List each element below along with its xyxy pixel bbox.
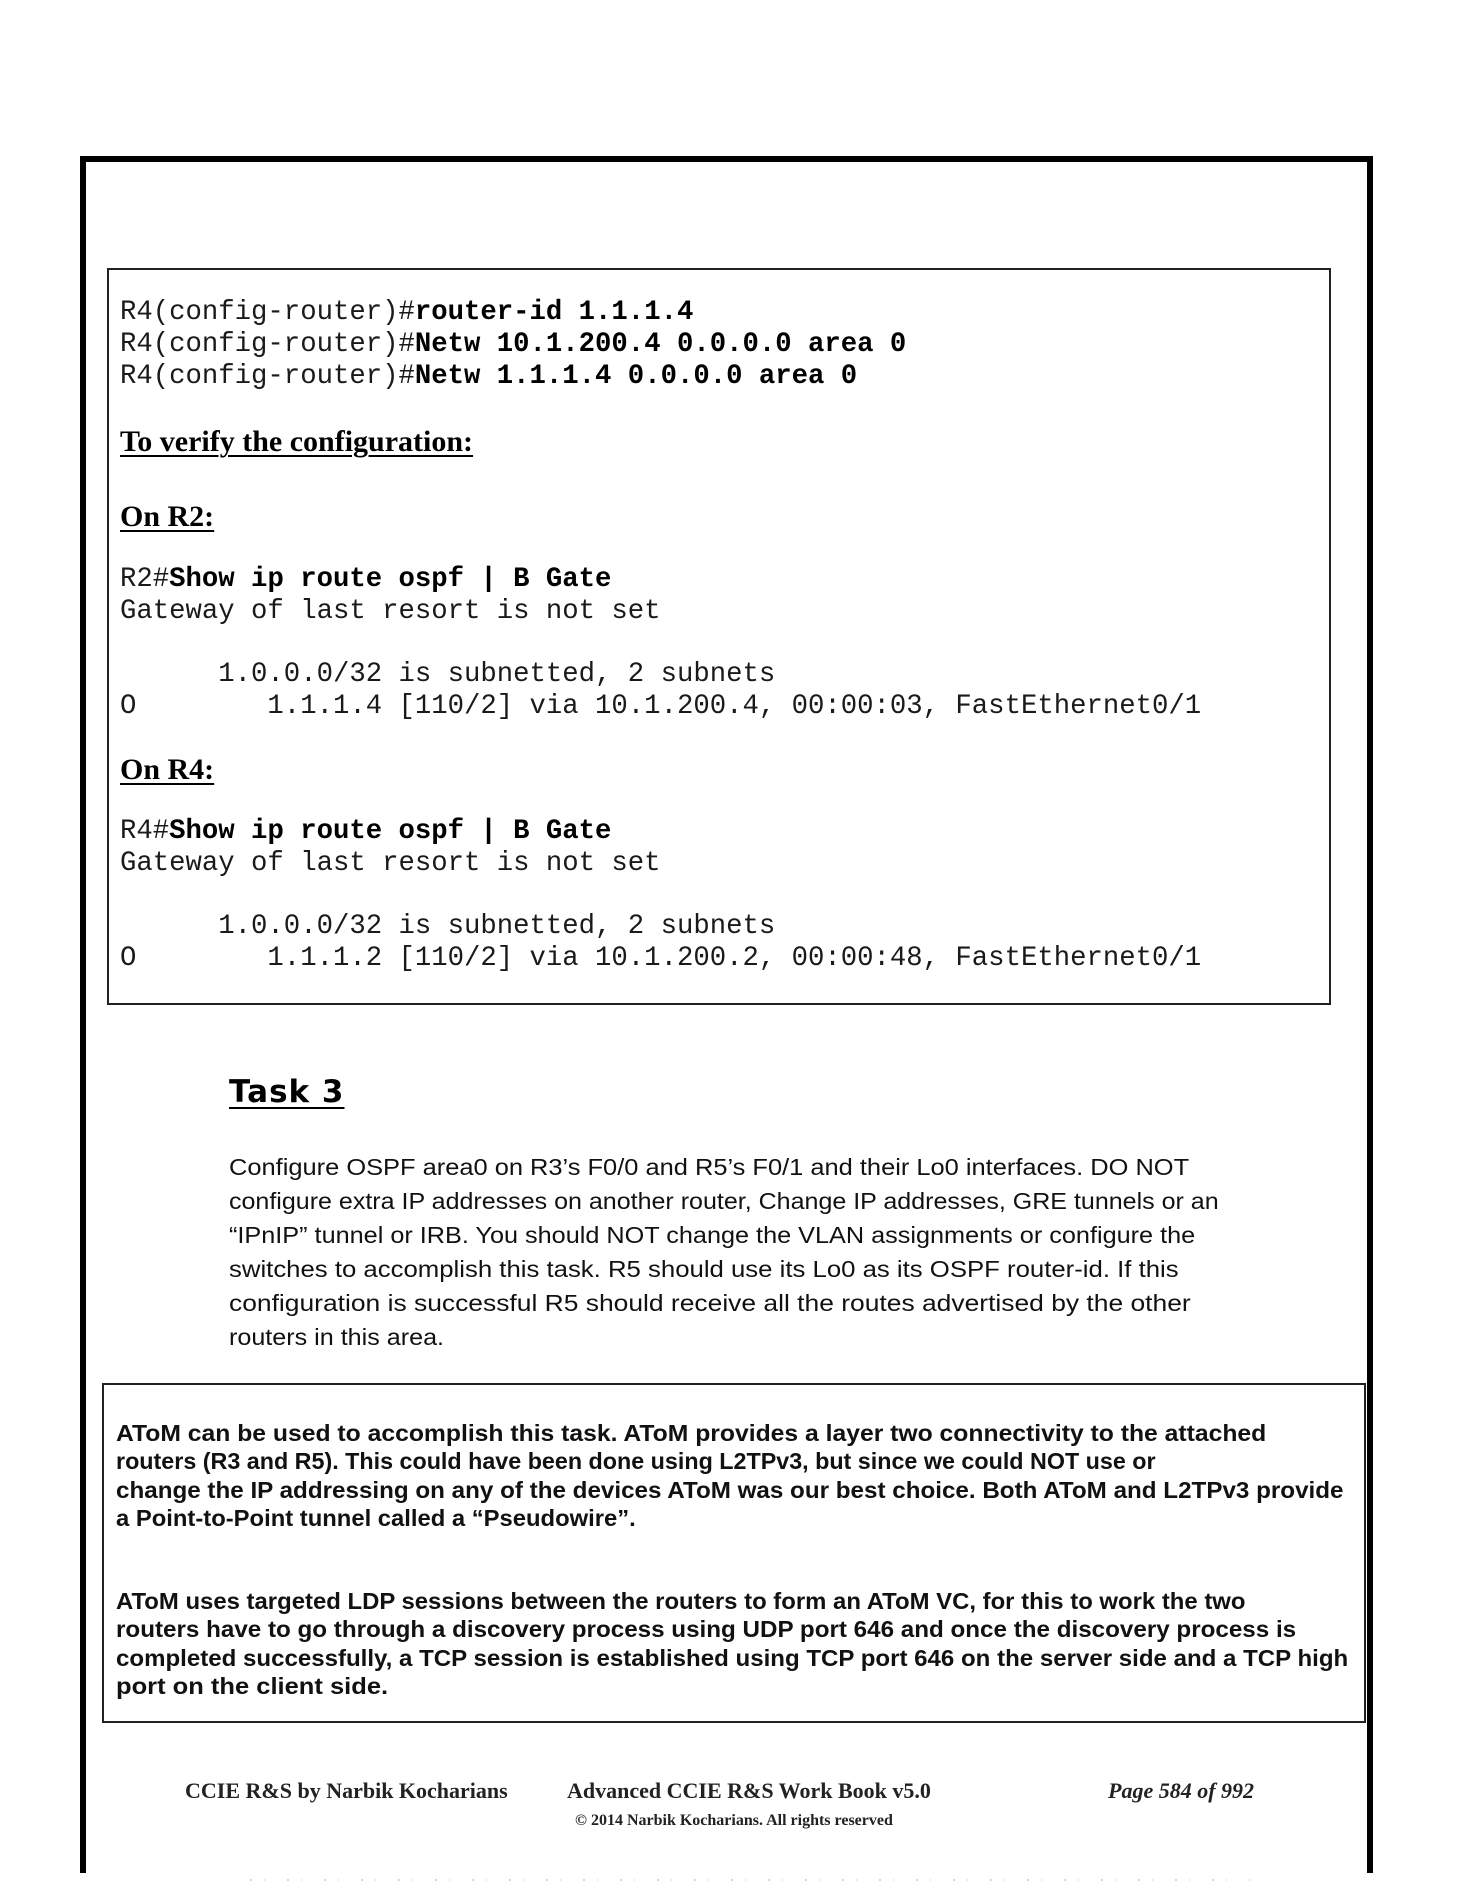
r4-output-line: Gateway of last resort is not set xyxy=(120,848,661,879)
r2-command-line xyxy=(120,566,611,593)
cli-command: Netw 1.1.1.4 0.0.0.0 area 0 xyxy=(414,361,858,392)
explanation-paragraph-1 xyxy=(116,1419,1361,1532)
cli-prompt: R4# xyxy=(120,816,170,847)
explanation-line: a Point-to-Point tunnel called a “Pseudowire”. xyxy=(116,1504,636,1531)
footer-page-number: Page 584 of 992 xyxy=(1108,1778,1255,1803)
config-line xyxy=(120,331,906,358)
footer-copyright: © 2014 Narbik Kocharians. All rights reserved xyxy=(575,1812,893,1829)
cli-prompt: R2# xyxy=(120,564,170,595)
explanation-paragraph-2 xyxy=(116,1587,1361,1700)
task-description xyxy=(229,1150,1259,1354)
r4-command-line xyxy=(120,818,611,845)
explanation-line: port on the client side. xyxy=(116,1672,389,1699)
explanation-line: completed successfully, a TCP session is established using TCP port 646 on the server side and a TCP high xyxy=(116,1644,1349,1671)
task-line: Configure OSPF area0 on R3’s F0/0 and R5’s F0/1 and their Lo0 interfaces. DO NOT xyxy=(229,1154,1190,1180)
explanation-line: change the IP addressing on any of the devices AToM was our best choice. Both AToM and L2TPv3 provide xyxy=(116,1476,1344,1503)
r2-heading: On R2: xyxy=(120,500,215,533)
r4-route-line: O 1.1.1.2 [110/2] via 10.1.200.2, 00:00:48, FastEthernet0/1 xyxy=(120,943,1202,974)
cli-command: Show ip route ospf | B Gate xyxy=(169,816,612,847)
r2-route-line: O 1.1.1.4 [110/2] via 10.1.200.4, 00:00:03, FastEthernet0/1 xyxy=(120,691,1202,722)
explanation-line: routers have to go through a discovery process using UDP port 646 and once the discovery process is xyxy=(116,1616,1297,1643)
cli-prompt: R4(config-router)# xyxy=(120,361,415,392)
scan-noise xyxy=(250,1879,1250,1881)
footer-author: CCIE R&S by Narbik Kocharians xyxy=(185,1778,508,1803)
task-line: switches to accomplish this task. R5 should use its Lo0 as its OSPF router-id. If this xyxy=(229,1256,1179,1282)
r4-heading: On R4: xyxy=(120,753,215,786)
r2-output-line: 1.0.0.0/32 is subnetted, 2 subnets xyxy=(120,659,776,690)
cli-command: router-id 1.1.1.4 xyxy=(414,297,694,328)
r4-output-line: 1.0.0.0/32 is subnetted, 2 subnets xyxy=(120,911,776,942)
task-title: Task 3 xyxy=(229,1074,345,1110)
config-line xyxy=(120,363,857,390)
cli-prompt: R4(config-router)# xyxy=(120,297,415,328)
explanation-line: routers (R3 and R5). This could have been done using L2TPv3, but since we could NOT use or xyxy=(116,1448,1156,1475)
r2-output-line: Gateway of last resort is not set xyxy=(120,596,661,627)
explanation-line: AToM uses targeted LDP sessions between the routers to form an AToM VC, for this to work the two xyxy=(116,1588,1246,1614)
config-line xyxy=(120,299,693,326)
task-line: “IPnIP” tunnel or IRB. You should NOT change the VLAN assignments or configure the xyxy=(229,1222,1196,1248)
cli-prompt: R4(config-router)# xyxy=(120,329,415,360)
cli-command: Netw 10.1.200.4 0.0.0.0 area 0 xyxy=(414,329,907,360)
task-line: routers in this area. xyxy=(229,1324,445,1350)
verify-heading: To verify the configuration: xyxy=(120,425,474,458)
explanation-line: AToM can be used to accomplish this task. AToM provides a layer two connectivity to the attached xyxy=(116,1420,1267,1446)
task-line: configuration is successful R5 should receive all the routes advertised by the other xyxy=(229,1290,1191,1316)
cli-command: Show ip route ospf | B Gate xyxy=(169,564,612,595)
task-line: configure extra IP addresses on another router, Change IP addresses, GRE tunnels or an xyxy=(229,1188,1219,1214)
footer-book-title: Advanced CCIE R&S Work Book v5.0 xyxy=(567,1778,931,1803)
